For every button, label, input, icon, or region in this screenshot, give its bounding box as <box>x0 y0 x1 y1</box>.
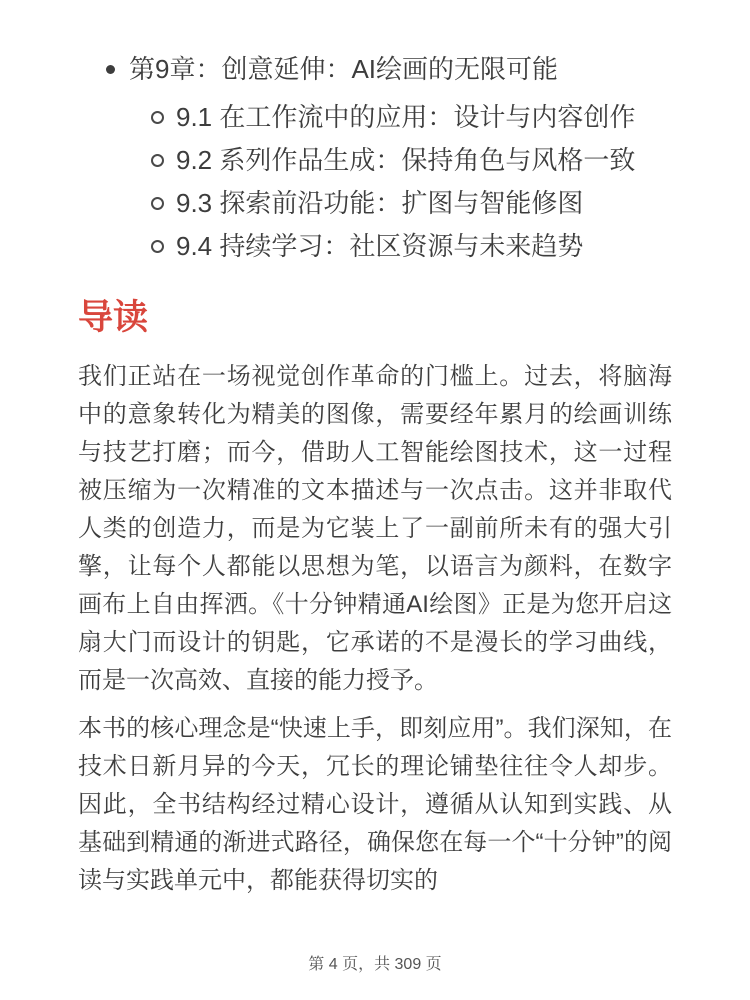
toc-section-label: 9.2 系列作品生成：保持角色与风格一致 <box>176 145 636 175</box>
toc-section-item <box>151 225 672 268</box>
toc-section-list <box>151 96 672 268</box>
body-paragraph: 本书的核心理念是“快速上手，即刻应用”。我们深知，在技术日新月异的今天，冗长的理论铺垫往往令人却步。因此，全书结构经过精心设计，遵循从认知到实践、从基础到精通的渐进式路径，确保您在每一个“十分钟”的阅读与实践单元中，都能获得切实的 <box>78 715 672 894</box>
toc-chapter-item <box>106 52 672 86</box>
toc-section-label: 9.3 探索前沿功能：扩图与智能修图 <box>176 188 584 218</box>
body-paragraph: 我们正站在一场视觉创作革命的门槛上。过去，将脑海中的意象转化为精美的图像，需要经年累月的绘画训练与技艺打磨；而今，借助人工智能绘图技术，这一过程被压缩为一次精准的文本描述与一次点击。这并非取代人类的创造力，而是为它装上了一副前所未有的强大引擎，让每个人都能以思想为笔，以语言为颜料，在数字画布上自由挥洒。《十分钟精通AI绘图》正是为您开启这扇大门而设计的钥匙，它承诺的不是漫长的学习曲线，而是一次高效、直接的能力授予。 <box>78 363 672 694</box>
toc-chapter-label: 第9章：创意延伸：AI绘画的无限可能 <box>129 54 559 84</box>
page-number-indicator: 第 4 页，共 309 页 <box>308 956 442 973</box>
toc-section-label: 9.1 在工作流中的应用：设计与内容创作 <box>176 102 636 132</box>
circle-bullet-icon <box>151 240 164 253</box>
circle-bullet-icon <box>151 111 164 124</box>
circle-bullet-icon <box>151 154 164 167</box>
table-of-contents <box>78 52 672 268</box>
section-heading: 导读 <box>78 298 149 337</box>
circle-bullet-icon <box>151 197 164 210</box>
toc-section-item <box>151 182 672 225</box>
disc-bullet-icon <box>106 65 115 74</box>
toc-section-label: 9.4 持续学习：社区资源与未来趋势 <box>176 231 584 261</box>
toc-section-item <box>151 139 672 182</box>
toc-section-item <box>151 96 672 139</box>
